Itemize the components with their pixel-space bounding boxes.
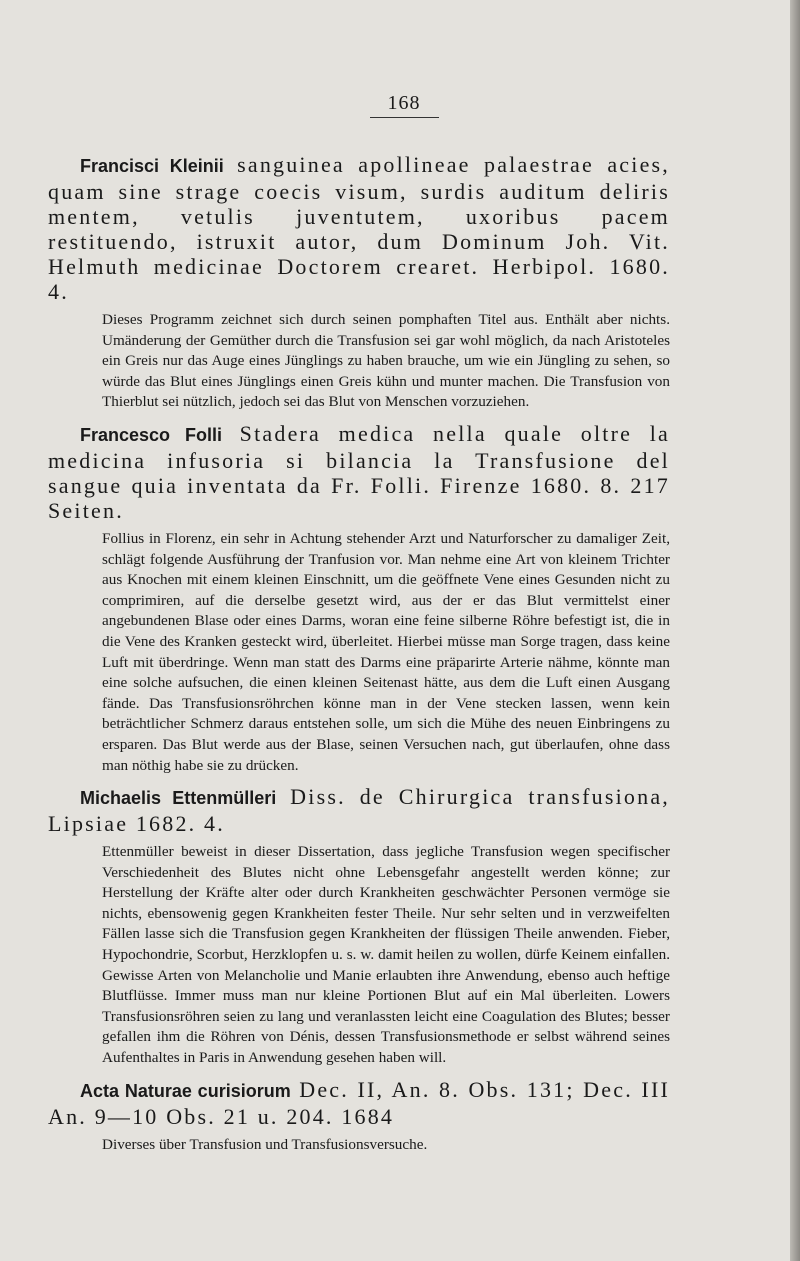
entry-author: Francesco Folli — [80, 424, 222, 445]
entry-title: Diss. de Chirurgica transfusiona, Lipsiae 1682. 4. — [48, 784, 670, 837]
entry-author: Acta Naturae curisiorum — [80, 1080, 291, 1101]
entry-author: Michaelis Ettenmülleri — [80, 788, 277, 809]
entry-heading — [48, 784, 670, 836]
entry-heading — [48, 1077, 670, 1129]
page-edge-shadow — [790, 0, 800, 1261]
entry-note: Diverses über Transfusion und Transfusionsversuche. — [102, 1135, 428, 1153]
entry-note: Dieses Programm zeichnet sich durch seinen pomphaften Titel aus. Enthält aber nichts. Umänderung der Gemüther durch die Transfusion sei gar wohl möglich, da nach Aristoteles ein Greis nur das Auge eines Jünglings zu haben brauche, um wie ein Jüngling zu sehen, so würde das Blut eines Jünglings einen Greis kühn und munter machen. Die Transfusion von Thierblut sei nützlich, jedoch sei das Blut von Menschen vorzuziehen. — [102, 311, 670, 411]
bibliography-entry — [48, 1077, 670, 1156]
entry-heading — [48, 421, 670, 523]
page-number: 168 — [48, 92, 670, 118]
entry-heading — [48, 152, 670, 304]
bibliography-entry — [48, 421, 670, 776]
entry-author: Francisci Kleinii — [80, 156, 224, 176]
entry-title: Dec. II, An. 8. Obs. 131; Dec. III An. 9—10 Obs. 21 u. 204. 1684 — [48, 1076, 670, 1129]
entry-note: Follius in Florenz, ein sehr in Achtung stehender Arzt und Naturforscher zu damaliger Zeit, schlägt folgende Ausführung der Tranfusion vor. Man nehme eine Art von kleinem Trichter aus Knochen mit einem kleinen Einschnitt, um die geöffnete Vene eines Gesunden nicht zu comprimiren, auf die derselbe gesetzt wird, aus der er das Blut vermittelst einer angebundenen Blase oder eines Darms, woran eine feine silberne Röhre befestigt ist, die in die Vene des Kranken gesteckt wird, überleitet. Hierbei müsse man Sorge tragen, dass keine Luft mit überdringe. Wenn man statt des Darms eine präparirte Arterie nähme, könnte man eine solche aufsuchen, die einen kleinen Seitenast hätte, aus dem die Luft einen Ausgang fände. Das Transfusionsröhrchen könne man in der Vene stecken lassen, wenn kein beträchtlicher Schmerz daraus entstehen solle, um sich die Mühe des neuen Einbringens zu ersparen. Das Blut werde aus der Blase, seinen Versuchen nach, gut überlaufen, ohne dass man nöthig habe sie zu drücken. — [102, 529, 670, 774]
entry-note: Ettenmüller beweist in dieser Dissertation, dass jegliche Transfusion wegen specifischer Verschiedenheit des Blutes nicht ohne Lebensgefahr angestellt werden könne; zur Herstellung der Kräfte alter oder durch Krankheiten geschwächter Personen vermöge sie nichts, ebensowenig gegen Krankheiten fester Theile. Nur sehr selten und in verzweifelten Fällen lasse sich die Transfusion gegen Krankheiten der flüssigen Theile anwenden. Fieber, Hypochondrie, Scorbut, Herzklopfen u. s. w. damit heilen zu wollen, dürfe Keinem einfallen. Gewisse Arten von Melancholie und Manie erlaubten ihre Anwendung, ebenso auch heftige Blutflüsse. Immer muss man nur kleine Portionen Blut auf ein Mal überleiten. Lowers Transfusionsröhren seien zu lang und veranlassten leicht eine Coagulation des Blutes; besser gefallen ihm die Röhren von Dénis, dessen Transfusionsmethode er selbst während seines Aufenthaltes in Paris in Anwendung gesehen haben will. — [102, 843, 670, 1067]
bibliography-entry — [48, 784, 670, 1069]
entry-title: sanguinea apollineae palaestrae acies, quam sine strage coecis visum, surdis auditum deliris mentem, vetulis juventutem, uxoribus pacem restituendo, istruxit autor, dum Dominum Joh. Vit. Helmuth medicinae Doctorem crearet. Herbipol. 1680. 4. — [48, 152, 670, 304]
bibliography-entry — [48, 152, 670, 413]
entry-title: Stadera medica nella quale oltre la medicina infusoria si bilancia la Transfusione del sangue quia inventata da Fr. Folli. Firenze 1680. 8. 217 Seiten. — [48, 420, 670, 523]
